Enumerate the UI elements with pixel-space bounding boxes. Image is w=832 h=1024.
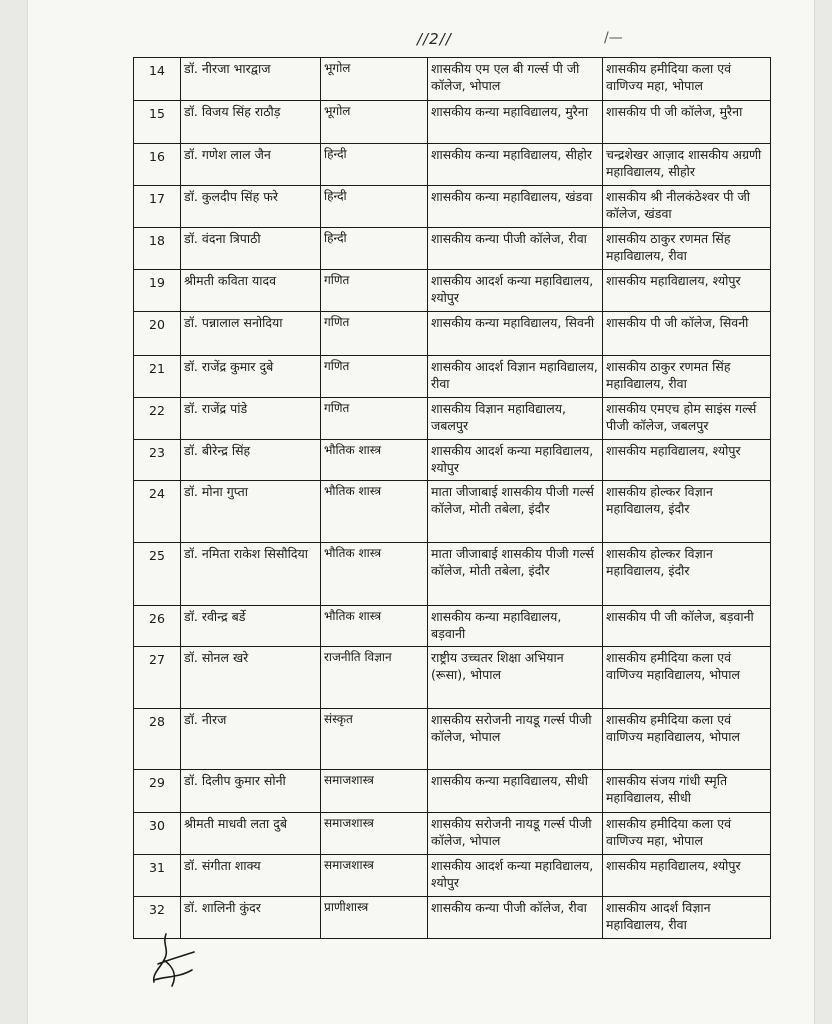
new-college: शासकीय हमीदिया कला एवं वाणिज्य महाविद्यालय, भोपाल xyxy=(603,709,771,770)
row-number: 24 xyxy=(134,481,181,543)
page-number: //2// xyxy=(417,30,452,48)
person-name: डॉ. रवीन्द्र बर्डे xyxy=(181,606,321,647)
row-number: 28 xyxy=(134,709,181,770)
subject: भूगोल xyxy=(321,58,428,101)
row-number: 29 xyxy=(134,770,181,813)
current-college: शासकीय कन्या पीजी कॉलेज, रीवा xyxy=(428,897,603,939)
new-college: शासकीय पी जी कॉलेज, बड़वानी xyxy=(603,606,771,647)
new-college: शासकीय ठाकुर रणमत सिंह महाविद्यालय, रीवा xyxy=(603,356,771,398)
table-row xyxy=(134,186,771,228)
current-college: शासकीय कन्या महाविद्यालय, सीहोर xyxy=(428,144,603,186)
row-number: 25 xyxy=(134,543,181,606)
subject: समाजशास्त्र xyxy=(321,813,428,855)
table-row xyxy=(134,855,771,897)
current-college: शासकीय कन्या महाविद्यालय, बड़वानी xyxy=(428,606,603,647)
subject: हिन्दी xyxy=(321,186,428,228)
table-row xyxy=(134,481,771,543)
subject: गणित xyxy=(321,356,428,398)
subject: भौतिक शास्त्र xyxy=(321,481,428,543)
person-name: डॉ. राजेंद्र पांडे xyxy=(181,398,321,440)
row-number: 15 xyxy=(134,101,181,144)
table-row xyxy=(134,897,771,939)
current-college: शासकीय आदर्श विज्ञान महाविद्यालय, रीवा xyxy=(428,356,603,398)
subject: समाजशास्त्र xyxy=(321,855,428,897)
new-college: चन्द्रशेखर आज़ाद शासकीय अग्रणी महाविद्यालय, सीहोर xyxy=(603,144,771,186)
current-college: माता जीजाबाई शासकीय पीजी गर्ल्स कॉलेज, मोती तबेला, इंदौर xyxy=(428,481,603,543)
person-name: श्रीमती माधवी लता दुबे xyxy=(181,813,321,855)
person-name: डॉ. नमिता राकेश सिसौदिया xyxy=(181,543,321,606)
current-college: राष्ट्रीय उच्चतर शिक्षा अभियान (रूसा), भोपाल xyxy=(428,647,603,709)
current-college: शासकीय एम एल बी गर्ल्स पी जी कॉलेज, भोपाल xyxy=(428,58,603,101)
new-college: शासकीय एमएच होम साइंस गर्ल्स पीजी कॉलेज, जबलपुर xyxy=(603,398,771,440)
current-college: शासकीय कन्या पीजी कॉलेज, रीवा xyxy=(428,228,603,270)
new-college: शासकीय ठाकुर रणमत सिंह महाविद्यालय, रीवा xyxy=(603,228,771,270)
current-college: शासकीय कन्या महाविद्यालय, मुरैना xyxy=(428,101,603,144)
current-college: शासकीय कन्या महाविद्यालय, खंडवा xyxy=(428,186,603,228)
table-row xyxy=(134,543,771,606)
table-row xyxy=(134,770,771,813)
person-name: डॉ. संगीता शाक्य xyxy=(181,855,321,897)
new-college: शासकीय संजय गांधी स्मृति महाविद्यालय, सीधी xyxy=(603,770,771,813)
table-body xyxy=(134,58,771,939)
subject: हिन्दी xyxy=(321,228,428,270)
subject: भौतिक शास्त्र xyxy=(321,606,428,647)
subject: हिन्दी xyxy=(321,144,428,186)
person-name: डॉ. नीरजा भारद्वाज xyxy=(181,58,321,101)
subject: गणित xyxy=(321,312,428,356)
subject: गणित xyxy=(321,270,428,312)
row-number: 22 xyxy=(134,398,181,440)
table-row xyxy=(134,356,771,398)
person-name: डॉ. गणेश लाल जैन xyxy=(181,144,321,186)
row-number: 23 xyxy=(134,440,181,481)
table-row xyxy=(134,144,771,186)
row-number: 14 xyxy=(134,58,181,101)
current-college: शासकीय आदर्श कन्या महाविद्यालय, श्योपुर xyxy=(428,270,603,312)
person-name: डॉ. सोनल खरे xyxy=(181,647,321,709)
row-number: 27 xyxy=(134,647,181,709)
row-number: 32 xyxy=(134,897,181,939)
table-row xyxy=(134,312,771,356)
table-row xyxy=(134,813,771,855)
subject: भौतिक शास्त्र xyxy=(321,440,428,481)
subject: भूगोल xyxy=(321,101,428,144)
person-name: डॉ. विजय सिंह राठौड़ xyxy=(181,101,321,144)
person-name: डॉ. पन्नालाल सनोदिया xyxy=(181,312,321,356)
row-number: 30 xyxy=(134,813,181,855)
table-row xyxy=(134,58,771,101)
row-number: 20 xyxy=(134,312,181,356)
new-college: शासकीय हमीदिया कला एवं वाणिज्य महाविद्यालय, भोपाल xyxy=(603,647,771,709)
new-college: शासकीय पी जी कॉलेज, मुरैना xyxy=(603,101,771,144)
new-college: शासकीय पी जी कॉलेज, सिवनी xyxy=(603,312,771,356)
current-college: शासकीय विज्ञान महाविद्यालय, जबलपुर xyxy=(428,398,603,440)
signature-scribble-icon xyxy=(148,930,200,990)
new-college: शासकीय महाविद्यालय, श्योपुर xyxy=(603,855,771,897)
current-college: शासकीय आदर्श कन्या महाविद्यालय, श्योपुर xyxy=(428,440,603,481)
new-college: शासकीय महाविद्यालय, श्योपुर xyxy=(603,270,771,312)
row-number: 26 xyxy=(134,606,181,647)
current-college: शासकीय कन्या महाविद्यालय, सिवनी xyxy=(428,312,603,356)
new-college: शासकीय महाविद्यालय, श्योपुर xyxy=(603,440,771,481)
row-number: 17 xyxy=(134,186,181,228)
current-college: शासकीय कन्या महाविद्यालय, सीधी xyxy=(428,770,603,813)
table-row xyxy=(134,228,771,270)
corner-mark: /— xyxy=(604,30,623,46)
subject: प्राणीशास्त्र xyxy=(321,897,428,939)
new-college: शासकीय होल्कर विज्ञान महाविद्यालय, इंदौर xyxy=(603,543,771,606)
table-row xyxy=(134,709,771,770)
person-name: डॉ. बीरेन्द्र सिंह xyxy=(181,440,321,481)
person-name: डॉ. दिलीप कुमार सोनी xyxy=(181,770,321,813)
table-row xyxy=(134,440,771,481)
new-college: शासकीय होल्कर विज्ञान महाविद्यालय, इंदौर xyxy=(603,481,771,543)
new-college: शासकीय श्री नीलकंठेश्वर पी जी कॉलेज, खंडवा xyxy=(603,186,771,228)
person-name: डॉ. वंदना त्रिपाठी xyxy=(181,228,321,270)
subject: भौतिक शास्त्र xyxy=(321,543,428,606)
new-college: शासकीय आदर्श विज्ञान महाविद्यालय, रीवा xyxy=(603,897,771,939)
new-college: शासकीय हमीदिया कला एवं वाणिज्य महा, भोपाल xyxy=(603,58,771,101)
row-number: 31 xyxy=(134,855,181,897)
row-number: 16 xyxy=(134,144,181,186)
subject: समाजशास्त्र xyxy=(321,770,428,813)
person-name: श्रीमती कविता यादव xyxy=(181,270,321,312)
subject: संस्कृत xyxy=(321,709,428,770)
person-name: डॉ. कुलदीप सिंह फरे xyxy=(181,186,321,228)
current-college: शासकीय सरोजनी नायडू गर्ल्स पीजी कॉलेज, भोपाल xyxy=(428,709,603,770)
table-row xyxy=(134,606,771,647)
person-name: डॉ. शालिनी कुंदर xyxy=(181,897,321,939)
current-college: माता जीजाबाई शासकीय पीजी गर्ल्स कॉलेज, मोती तबेला, इंदौर xyxy=(428,543,603,606)
person-name: डॉ. राजेंद्र कुमार दुबे xyxy=(181,356,321,398)
row-number: 19 xyxy=(134,270,181,312)
row-number: 18 xyxy=(134,228,181,270)
transfer-table xyxy=(133,57,771,939)
table-row xyxy=(134,270,771,312)
subject: गणित xyxy=(321,398,428,440)
current-college: शासकीय आदर्श कन्या महाविद्यालय, श्योपुर xyxy=(428,855,603,897)
table-row xyxy=(134,398,771,440)
table-row xyxy=(134,101,771,144)
person-name: डॉ. नीरज xyxy=(181,709,321,770)
table-row xyxy=(134,647,771,709)
current-college: शासकीय सरोजनी नायडू गर्ल्स पीजी कॉलेज, भोपाल xyxy=(428,813,603,855)
row-number: 21 xyxy=(134,356,181,398)
new-college: शासकीय हमीदिया कला एवं वाणिज्य महा, भोपाल xyxy=(603,813,771,855)
person-name: डॉ. मोना गुप्ता xyxy=(181,481,321,543)
subject: राजनीति विज्ञान xyxy=(321,647,428,709)
signature xyxy=(148,930,200,990)
